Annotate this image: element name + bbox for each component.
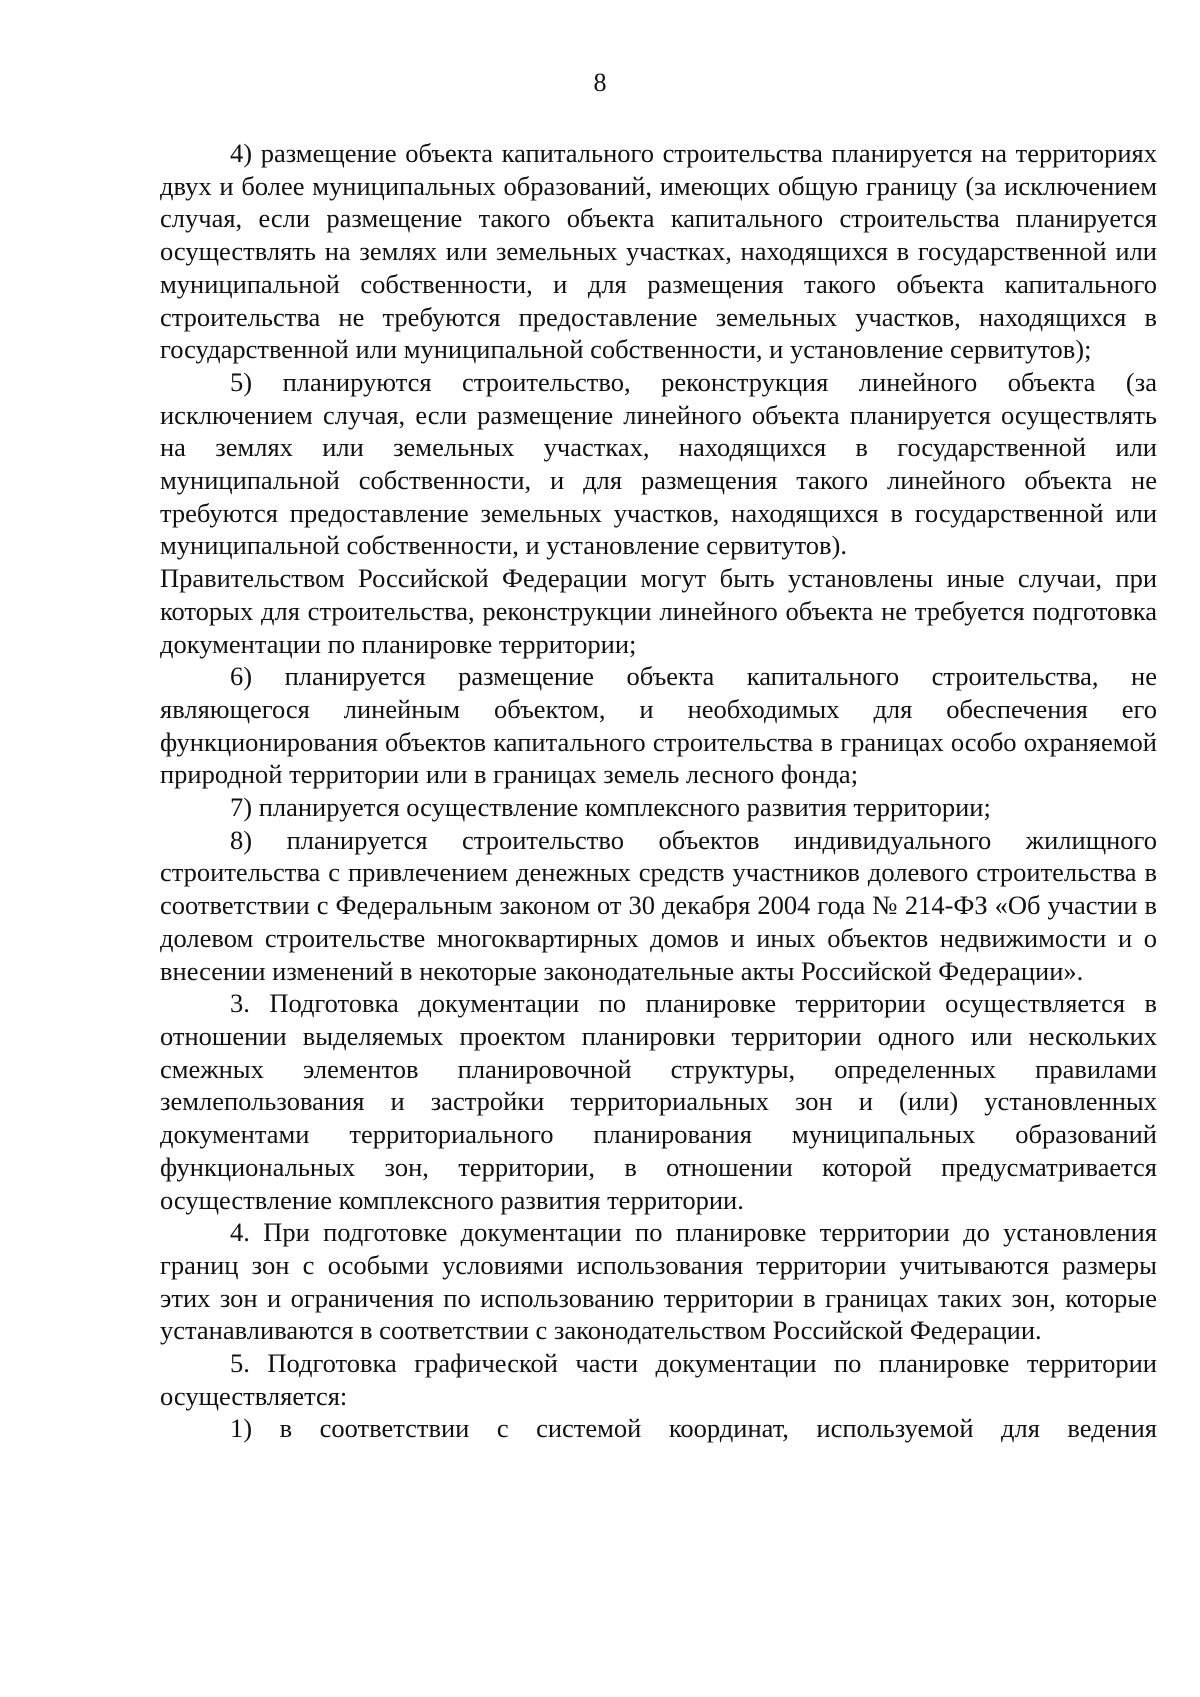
paragraph-item-6: 6) планируется размещение объекта капитального строительства, не являющегося линейным объектом, и необходимых для обеспечения его функционирования объектов капитального строительства в границах особо охраняемой природной территории или в границах земель лесного фонда; — [160, 661, 1157, 790]
paragraph-government-note: Правительством Российской Федерации могут быть установлены иные случаи, при которых для строительства, реконструкции линейного объекта не требуется подготовка документации по планировке территории; — [160, 563, 1157, 659]
paragraph-item-5: 5) планируются строительство, реконструкция линейного объекта (за исключением случая, если размещение линейного объекта планируется осуществлять на землях или земельных участках, находящихся в государственной или муниципальной собственности, и для размещения такого линейного объекта не требуются предоставление земельных участков, находящихся в государственной или муниципальной собственности, и установление сервитутов). — [160, 366, 1157, 561]
paragraph-section-3: 3. Подготовка документации по планировке территории осуществляется в отношении выделяемых проектом планировки территории одного или нескольких смежных элементов планировочной структуры, определенных правилами землепользования и застройки территориальных зон и (или) установленных документами территориального планирования муниципальных образований функциональных зон, территории, в отношении которой предусматривается осуществление комплексного развития территории. — [160, 988, 1157, 1215]
paragraph-item-8: 8) планируется строительство объектов индивидуального жилищного строительства с привлечением денежных средств участников долевого строительства в соответствии с Федеральным законом от 30 декабря 2004 года № 214-ФЗ «Об участии в долевом строительстве многоквартирных домов и иных объектов недвижимости и о внесении изменений в некоторые законодательные акты Российской Федерации». — [160, 824, 1157, 986]
page-number: 8 — [593, 68, 607, 97]
document-body — [160, 137, 1157, 1445]
paragraph-subitem-1: 1) в соответствии с системой координат, используемой для ведения — [230, 1413, 1157, 1444]
paragraph-item-7: 7) планируется осуществление комплексного развития территории; — [230, 792, 991, 823]
paragraph-section-5: 5. Подготовка графической части документации по планировке территории осуществляется: — [160, 1348, 1157, 1411]
paragraph-item-4: 4) размещение объекта капитального строительства планируется на территориях двух и более муниципальных образований, имеющих общую границу (за исключением случая, если размещение такого объекта капитального строительства планируется осуществлять на землях или земельных участках, находящихся в государственной или муниципальной собственности, и для размещения такого объекта капитального строительства не требуются предоставление земельных участков, находящихся в государственной или муниципальной собственности, и установление сервитутов); — [160, 138, 1157, 365]
paragraph-section-4: 4. При подготовке документации по планировке территории до установления границ зон с особыми условиями использования территории учитываются размеры этих зон и ограничения по использованию территории в границах таких зон, которые устанавливаются в соответствии с законодательством Российской Федерации. — [160, 1217, 1157, 1346]
